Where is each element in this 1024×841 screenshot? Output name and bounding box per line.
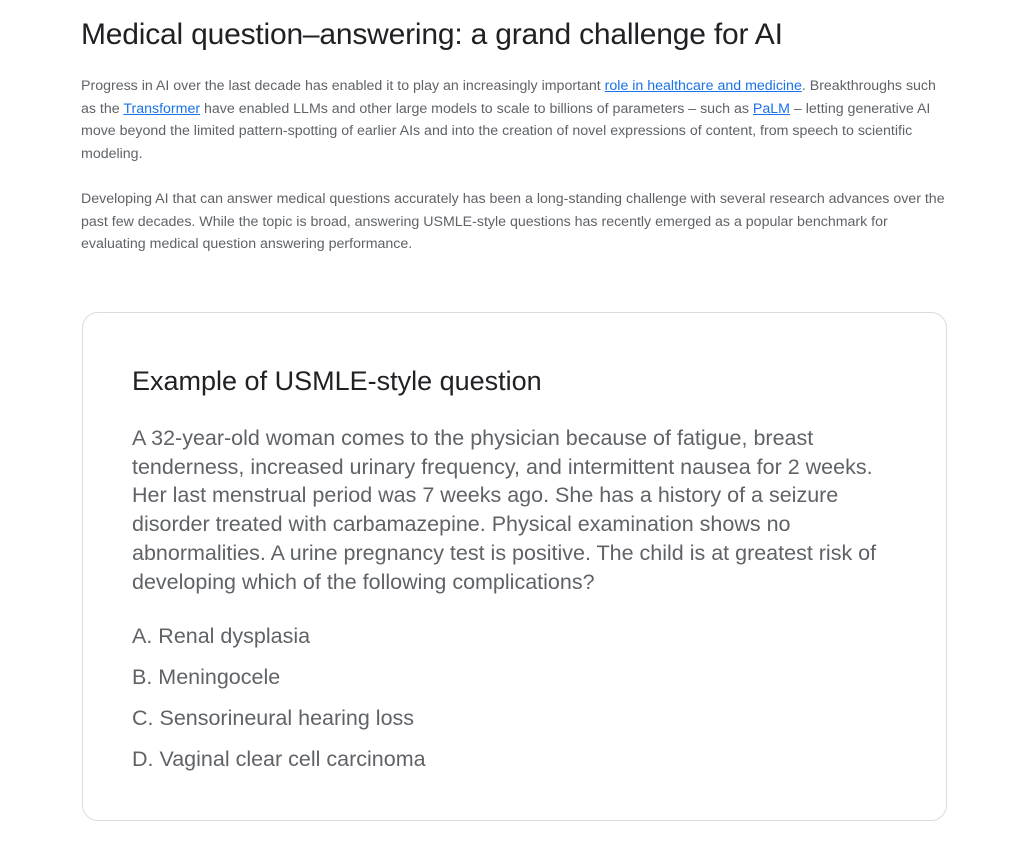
palm-link[interactable]: PaLM: [752, 100, 790, 117]
example-question-card: [82, 312, 947, 821]
paragraph-text: have enabled LLMs and other large models to scale to billions of parameters – such as: [200, 100, 753, 117]
answer-option-a: A. Renal dysplasia: [132, 624, 311, 648]
paragraph-text: . Breakthroughs such as the: [81, 78, 936, 117]
transformer-link[interactable]: Transformer: [123, 100, 201, 117]
answer-options: [132, 621, 426, 785]
second-paragraph: Developing AI that can answer medical questions accurately has been a long-standing challenge with several research advances over the past few decades. While the topic is broad, answering USMLE-style questions has recently emerged as a popular benchmark for evaluating medical question answering performance.: [81, 191, 945, 253]
answer-option-d: D. Vaginal clear cell carcinoma: [132, 747, 426, 771]
intro-paragraph: [81, 75, 953, 165]
question-text: A 32-year-old woman comes to the physician because of fatigue, breast tenderness, increased urinary frequency, and intermittent nausea for 2 weeks. Her last menstrual period was 7 weeks ago. She has a history of a seizure disorder treated with carbamazepine. Physical examination shows no abnormalities. A urine pregnancy test is positive. The child is at greatest risk of developing which of the following complications?: [132, 426, 877, 594]
healthcare-medicine-link[interactable]: role in healthcare and medicine: [604, 78, 802, 94]
paragraph-text: – letting generative AI move beyond the limited pattern-spotting of earlier AIs and into the creation of novel expressions of content, from speech to scientific modeling.: [81, 100, 931, 162]
answer-option-c: C. Sensorineural hearing loss: [132, 706, 415, 730]
page-title: Medical question–answering: a grand challenge for AI: [81, 18, 783, 51]
answer-option-b: B. Meningocele: [132, 665, 281, 689]
paragraph-text: Progress in AI over the last decade has enabled it to play an increasingly important: [81, 78, 605, 94]
card-title: Example of USMLE-style question: [132, 366, 542, 396]
